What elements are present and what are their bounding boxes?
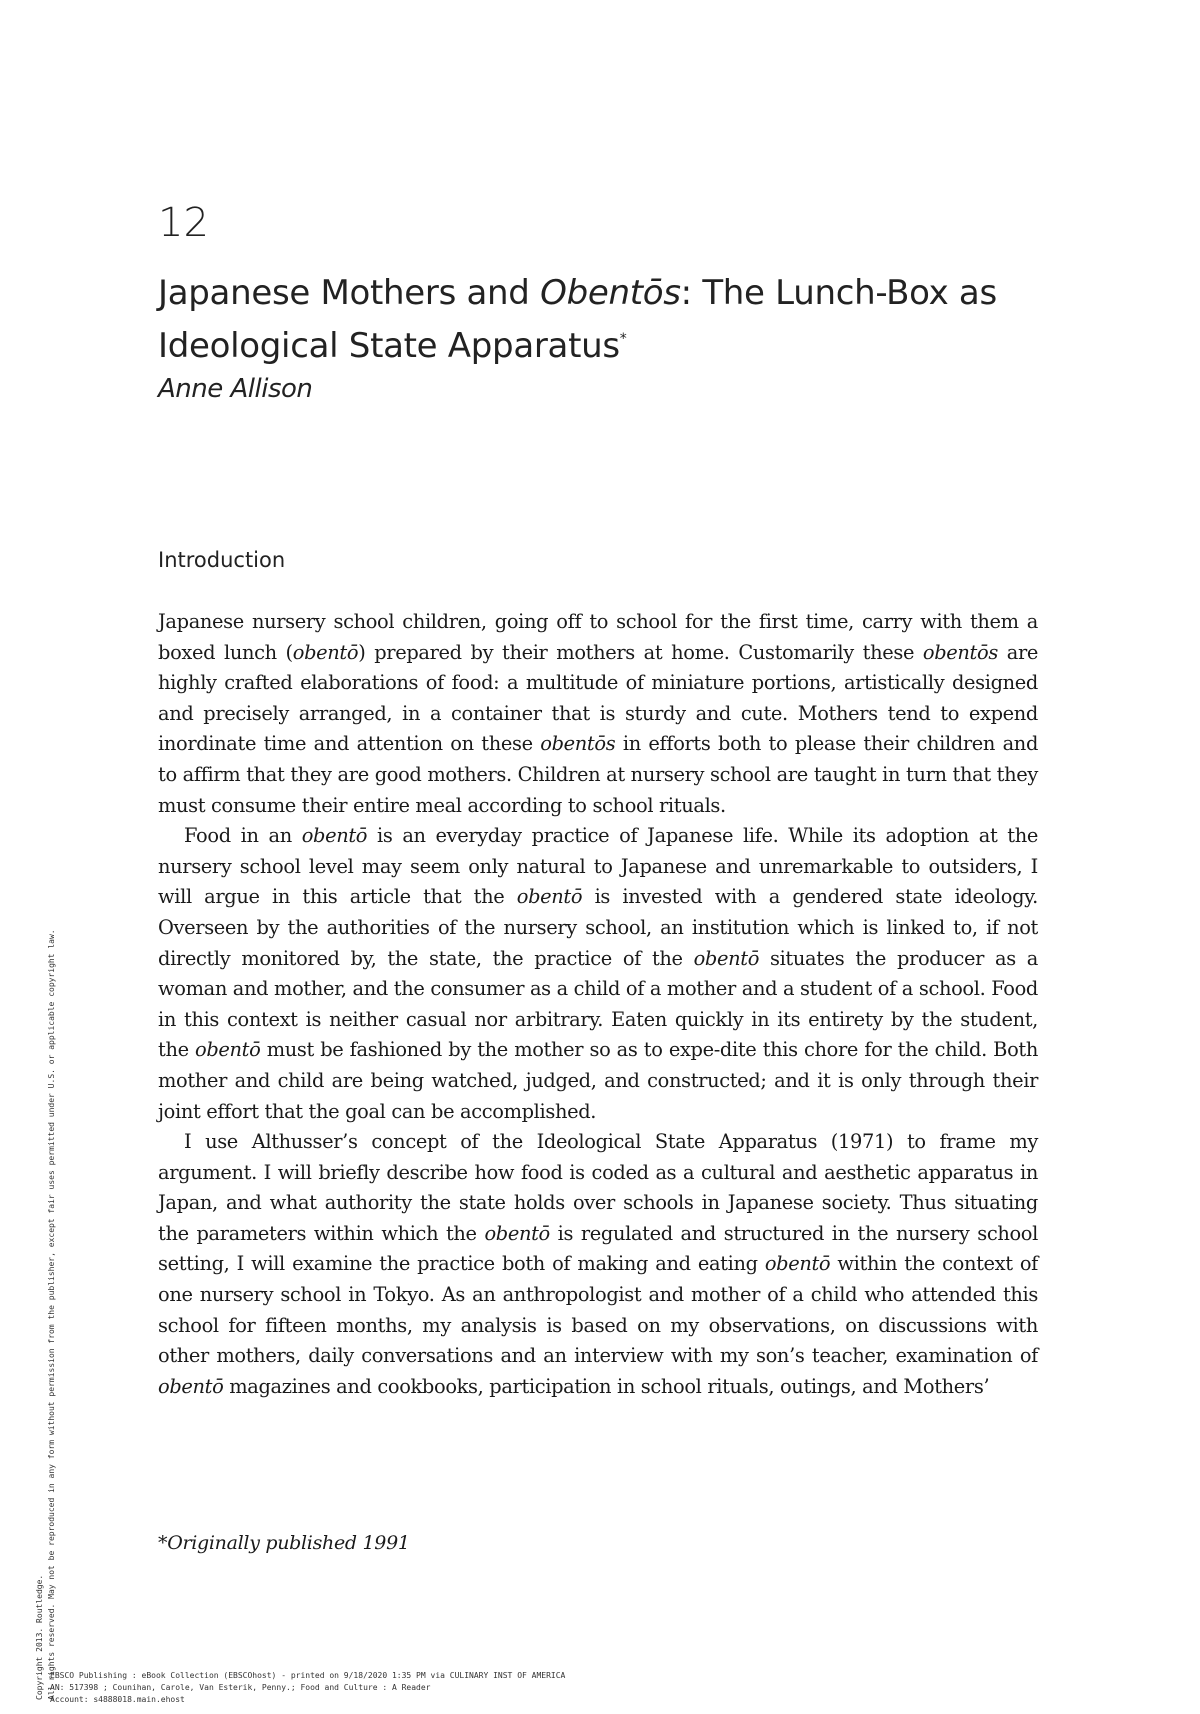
footnote: *Originally published 1991 — [158, 1532, 410, 1554]
text-run: Japanese nursery school children, going off to school for the first time, carry with them a boxed lunch ( — [158, 610, 1038, 664]
side-copyright-line: Copyright 2013. Routledge. — [35, 1574, 44, 1700]
ebsco-footer — [50, 1670, 565, 1706]
text-run: must be fashioned by the mother so as to expe-dite this chore for the child. Both mother and child are being watched, judged, and constructed; and it is only through their joint effort that the goal can be accomplished. — [158, 1038, 1038, 1123]
ebsco-footer-line: Account: s4888018.main.ehost — [50, 1695, 185, 1704]
body-paragraph — [158, 1127, 1038, 1402]
author-name: Anne Allison — [158, 374, 313, 404]
italic-term: obentōs — [922, 640, 998, 664]
text-run: are highly crafted elaborations of food: a multitude of miniature portions, artistically designed and precisely arranged, in a container that is sturdy and cute. Mothers tend to expend inordinate time and attention on these — [158, 640, 1039, 756]
ebsco-footer-line: AN: 517398 ; Counihan, Carole, Van Esterik, Penny.; Food and Culture : A Reader — [50, 1683, 431, 1692]
body-paragraph — [158, 607, 1038, 821]
italic-term: obentō — [195, 1038, 261, 1062]
chapter-title-italic: Obentōs — [540, 273, 681, 313]
chapter-title-footnote-mark: * — [619, 331, 627, 347]
chapter-title — [158, 270, 1058, 369]
italic-term: obentōs — [540, 732, 616, 756]
text-run: situates the producer as a woman and mother, and the consumer as a child of a mother and a student of a school. Food in this context is neither casual nor arbitrary. Eaten quickly in its entirety by the student, the — [158, 946, 1038, 1062]
text-run: ) prepared by their mothers at home. Customarily these — [358, 640, 923, 664]
ebsco-footer-line: EBSCO Publishing : eBook Collection (EBSCOhost) - printed on 9/18/2020 1:35 PM via CULINARY INST OF AMERICA — [50, 1671, 566, 1680]
text-run: Food in an — [184, 824, 302, 848]
side-copyright-notice — [34, 540, 58, 1700]
text-run: is invested with a gendered state ideology. Overseen by the authorities of the nursery school, an institution which is linked to, if not directly monitored by, the state, the practice of the — [158, 885, 1038, 970]
body-text — [158, 607, 1038, 1402]
text-run: in efforts both to please their children and to affirm that they are good mothers. Children at nursery school are taught in turn that they must consume their entire meal according to school rituals. — [158, 732, 1039, 817]
chapter-number: 12 — [158, 200, 209, 246]
italic-term: obentō — [516, 885, 583, 909]
text-run: magazines and cookbooks, participation in school rituals, outings, and Mothers’ — [223, 1374, 990, 1398]
section-heading: Introduction — [158, 548, 286, 572]
text-run: is regulated and structured in the nursery school setting, I will examine the practice both of making and eating — [158, 1221, 1038, 1276]
italic-term: obentō — [158, 1374, 224, 1398]
italic-term: obentō — [301, 824, 368, 848]
text-run: is an everyday practice of Japanese life. While its adoption at the nursery school level may seem only natural to Japanese and unremarkable to outsiders, I will argue in this article that the — [158, 824, 1038, 909]
italic-term: obentō — [764, 1252, 831, 1276]
italic-term: obentō — [693, 946, 760, 970]
body-paragraph — [158, 821, 1038, 1127]
text-run: within the context of one nursery school in Tokyo. As an anthropologist and mother of a child who attended this school for fifteen months, my analysis is based on my observations, on discussions with other mothers, daily conversations and an interview with my son’s teacher, examination of — [158, 1252, 1039, 1368]
text-run: I use Althusser’s concept of the Ideological State Apparatus (1971) to frame my argument. I will briefly describe how food is coded as a cultural and aesthetic apparatus in Japan, and what authority the state holds over schools in Japanese society. Thus situating the parameters within which the — [158, 1130, 1038, 1245]
chapter-title-part2: : The Lunch-Box as Ideological State Apparatus — [158, 273, 997, 366]
side-copyright-line: All rights reserved. May not be reproduced in any form without permission from the publisher, except fair uses permitted under U.S. or applicable copyright law. — [47, 929, 56, 1700]
chapter-title-part1: Japanese Mothers and — [158, 273, 541, 313]
italic-term: obentō — [484, 1221, 550, 1245]
italic-term: obentō — [292, 640, 359, 664]
